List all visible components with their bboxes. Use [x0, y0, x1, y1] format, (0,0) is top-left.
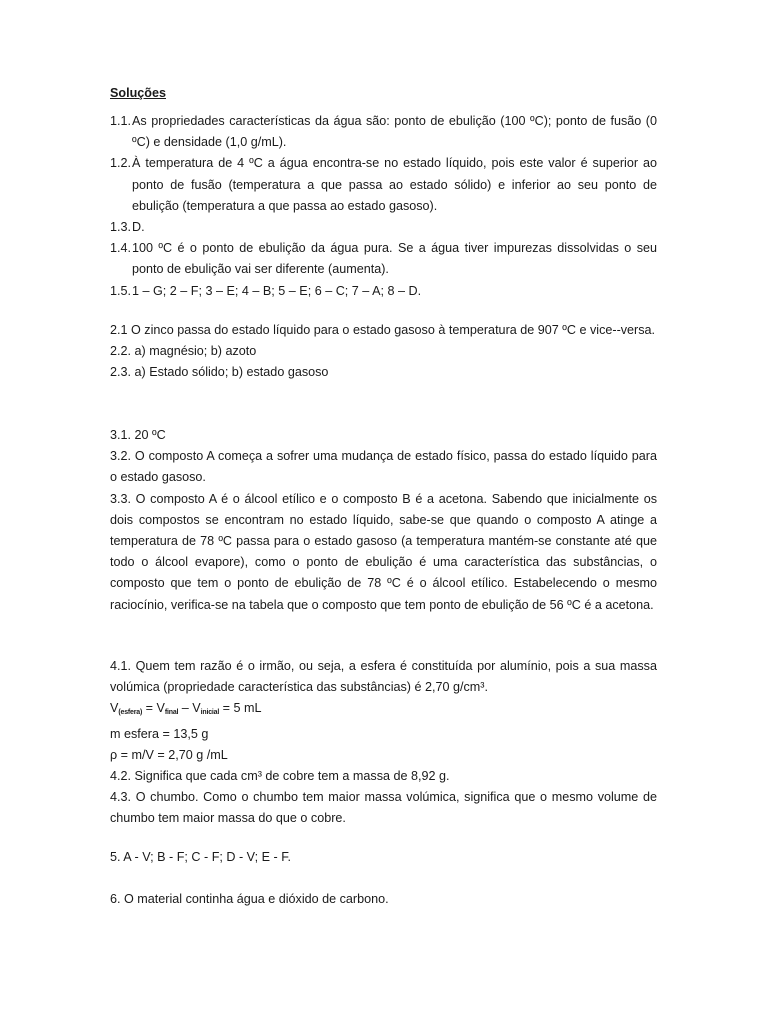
equation-part: = 5 mL: [219, 701, 262, 716]
answer-1-5: [110, 281, 657, 302]
volume-subscript-esfera: (esfera): [118, 709, 143, 717]
answers-section-5: [110, 847, 657, 868]
volume-symbol: V: [110, 701, 119, 716]
answers-section-4: [110, 656, 657, 830]
answer-text: As propriedades características da água são: ponto de ebulição (100 ºC); ponto de fusão (0 ºC) e densidade (1,0 g/mL).: [132, 114, 657, 150]
answer-number: 1.5.: [110, 283, 132, 298]
mass-equation: m esfera = 13,5 g: [110, 726, 209, 741]
answer-number: 1.3.: [110, 220, 132, 235]
answer-1-2: [110, 153, 657, 217]
answers-section-1: [110, 111, 657, 302]
answer-4-1: 4.1. Quem tem razão é o irmão, ou seja, a esfera é constituída por alumínio, pois a sua massa volúmica (propriedade característica das substâncias) é 2,70 g/cm³.: [110, 659, 657, 695]
answer-2-2: 2.2. a) magnésio; b) azoto: [110, 344, 257, 359]
answer-1-1: [110, 111, 657, 153]
answer-text: 100 ºC é o ponto de ebulição da água pura. Se a água tiver impurezas dissolvidas o seu ponto de ebulição vai ser diferente (aumenta).: [132, 241, 657, 277]
answer-5: 5. A - V; B - F; C - F; D - V; E - F.: [110, 850, 291, 864]
answer-1-3: [110, 217, 657, 238]
answer-number: 1.2.: [110, 156, 132, 171]
answer-4-2: 4.2. Significa que cada cm³ de cobre tem a massa de 8,92 g.: [110, 769, 450, 784]
answer-1-4: [110, 238, 657, 280]
answer-3-3: 3.3. O composto A é o álcool etílico e o composto B é a acetona. Sabendo que inicialmente os dois compostos se encontram no estado líquido, sabe-se que quando o composto A atinge a temperatura de 78 ºC passa para o estado gasoso (a temperatura mantém-se constante até que todo o álcool evapore), como o ponto de ebulição é uma característica das substâncias, o composto que tem o ponto de ebulição de 78 ºC é o álcool etílico. Estabelecendo o mesmo raciocínio, verifica-se na tabela que o composto que tem ponto de ebulição de 56 ºC é a acetona.: [110, 491, 657, 612]
answer-3-1: 3.1. 20 ºC: [110, 428, 166, 442]
answer-4-3: 4.3. O chumbo. Como o chumbo tem maior massa volúmica, significa que o mesmo volume de chumbo tem maior massa do que o cobre.: [110, 790, 657, 826]
answer-2-3: 2.3. a) Estado sólido; b) estado gasoso: [110, 365, 329, 380]
answer-text: D.: [132, 220, 145, 235]
equation-part: = V: [142, 701, 165, 716]
answers-section-2: [110, 320, 657, 384]
answer-text: À temperatura de 4 ºC a água encontra-se no estado líquido, pois este valor é superior ao ponto de fusão (temperatura a que passa ao estado sólido) e inferior ao seu ponto de ebulição (temperatura a que passa ao estado gasoso).: [132, 156, 657, 213]
answer-2-1: 2.1 O zinco passa do estado líquido para o estado gasoso à temperatura de 907 ºC e vice--versa.: [110, 323, 656, 337]
answer-3-2: 3.2. O composto A começa a sofrer uma mudança de estado físico, passa do estado líquido para o estado gasoso.: [110, 449, 657, 485]
density-equation: ρ = m/V = 2,70 g /mL: [110, 747, 228, 762]
answers-section-3: [110, 425, 657, 616]
volume-equation: [110, 698, 657, 723]
answer-number: 1.4.: [110, 241, 132, 256]
answer-text: 1 – G; 2 – F; 3 – E; 4 – B; 5 – E; 6 – C; 7 – A; 8 – D.: [132, 283, 422, 298]
answer-number: 1.1.: [110, 114, 132, 128]
volume-subscript-inicial: inicial: [200, 709, 220, 717]
volume-subscript-final: final: [164, 709, 179, 717]
answers-section-6: [110, 889, 657, 910]
section-title: Soluções: [110, 86, 166, 100]
equation-part: – V: [178, 701, 201, 716]
answer-6: 6. O material continha água e dióxido de carbono.: [110, 892, 389, 906]
